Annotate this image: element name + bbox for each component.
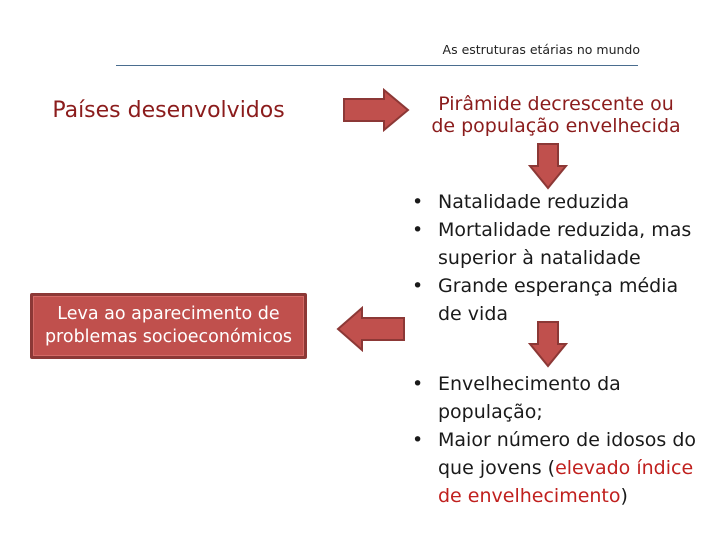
list-item: • Envelhecimento da população; — [406, 370, 706, 426]
right-arrow-icon — [342, 88, 410, 132]
down-arrow-icon — [528, 320, 568, 368]
consequences-list — [406, 370, 706, 510]
developed-countries-box — [30, 87, 307, 133]
problems-line-1: Leva ao aparecimento de — [57, 304, 280, 324]
pyramid-type-line-1: Pirâmide decrescente ou — [438, 93, 674, 115]
problems-box — [30, 293, 307, 359]
list-item: • Natalidade reduzida — [406, 188, 706, 216]
aging-index-highlight: elevado índice de envelhecimento — [438, 457, 694, 507]
pyramid-type-box — [418, 87, 694, 143]
list-item: • Grande esperança média de vida — [406, 272, 706, 328]
pyramid-type-line-2: de população envelhecida — [431, 115, 681, 137]
list-item-text: Maior número de idosos do que jovens ( — [438, 429, 697, 479]
header-divider — [116, 65, 638, 66]
header-title: As estruturas etárias no mundo — [442, 42, 640, 57]
developed-countries-label: Países desenvolvidos — [52, 97, 285, 123]
list-item — [406, 426, 706, 510]
characteristics-list — [406, 188, 706, 328]
list-item-text: ) — [620, 485, 628, 507]
problems-line-2: problemas socioeconómicos — [44, 327, 293, 347]
left-arrow-icon — [336, 306, 406, 352]
list-item: • Mortalidade reduzida, mas superior à natalidade — [406, 216, 706, 272]
down-arrow-icon — [528, 142, 568, 190]
